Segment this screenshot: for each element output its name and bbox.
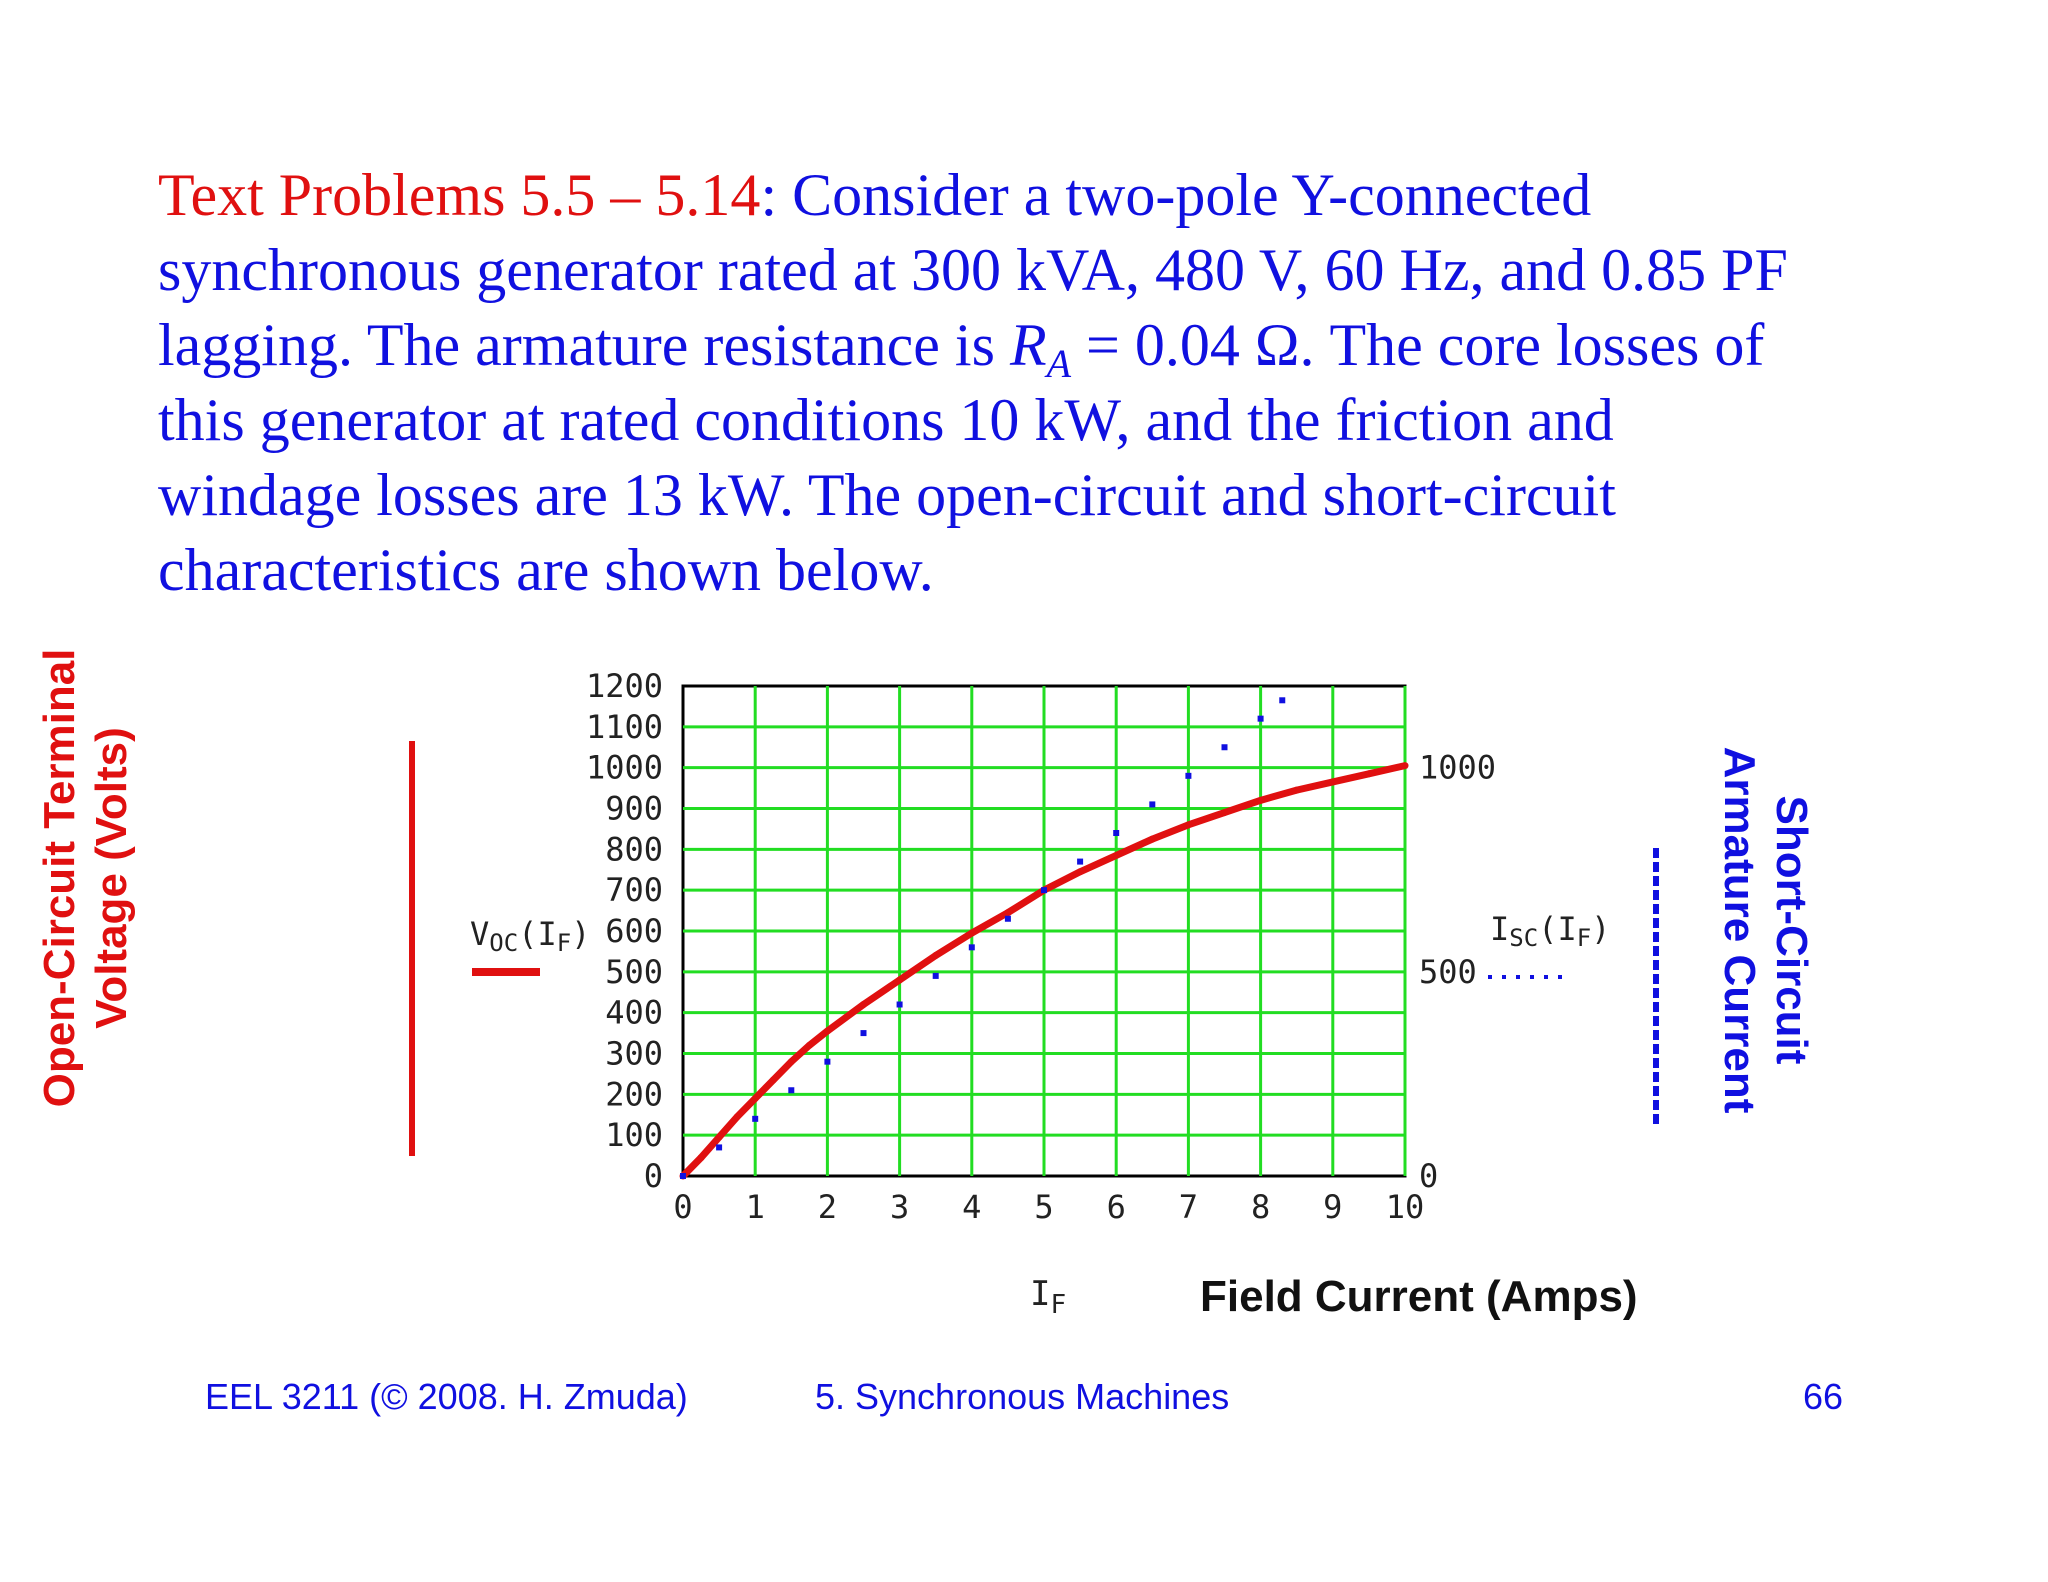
voc-point xyxy=(1293,787,1300,794)
x-tick-label: 2 xyxy=(817,1188,838,1226)
x-tick-label: 7 xyxy=(1178,1188,1199,1226)
resistance-symbol: R xyxy=(1009,312,1047,378)
y-tick-label: 1000 xyxy=(585,748,663,787)
x-tick-label: 8 xyxy=(1250,1188,1271,1226)
problem-line-5: windage losses are 13 kW. The open-circuit and short-circuit xyxy=(158,462,1616,528)
problem-line-4: this generator at rated conditions 10 kW, and the friction and xyxy=(158,387,1614,453)
x-axis-label-sub: F xyxy=(1050,1290,1067,1320)
x-tick-label: 5 xyxy=(1034,1188,1054,1226)
voc-point xyxy=(1365,770,1372,777)
x-tick-label: 3 xyxy=(889,1188,910,1226)
x-tick-labels xyxy=(673,1188,1424,1226)
voc-point xyxy=(1402,762,1409,769)
y-tick-label: 1200 xyxy=(585,667,663,705)
voc-point xyxy=(1257,797,1264,804)
voc-point xyxy=(716,1134,723,1141)
x-axis-label-i: I xyxy=(1030,1274,1051,1314)
y-tick-label: 500 xyxy=(605,952,663,991)
voc-point xyxy=(770,1077,777,1084)
y-tick-label: 600 xyxy=(605,912,663,950)
y-tick-labels xyxy=(586,667,663,1195)
voc-legend-label xyxy=(470,915,590,957)
x-tick-label: 6 xyxy=(1106,1188,1126,1226)
voc-point xyxy=(698,1154,705,1161)
isc-point xyxy=(1041,887,1047,893)
y-tick-label: 900 xyxy=(605,789,663,828)
isc-point xyxy=(716,1144,722,1150)
y-tick-label: 200 xyxy=(605,1075,663,1114)
left-axis-description-line-2: Voltage (Volts) xyxy=(87,727,136,1029)
voc-point xyxy=(1185,821,1192,828)
isc-point xyxy=(788,1087,794,1093)
voc-legend-v: V xyxy=(470,915,490,953)
isc-point xyxy=(680,1173,686,1179)
problem-line-6: characteristics are shown below. xyxy=(158,537,934,603)
voc-point xyxy=(1329,778,1336,785)
x-tick-label: 10 xyxy=(1385,1188,1425,1226)
voc-point xyxy=(806,1042,813,1049)
y2-tick-label: 0 xyxy=(1419,1157,1439,1195)
y-tick-label: 1100 xyxy=(585,707,663,746)
voc-point xyxy=(1004,909,1011,916)
x-tick-label: 4 xyxy=(962,1188,982,1226)
isc-point xyxy=(969,944,975,950)
problem-heading: Text Problems 5.5 – 5.14 xyxy=(158,162,761,228)
voc-point xyxy=(968,930,975,937)
isc-point xyxy=(861,1030,867,1036)
voc-point xyxy=(1221,809,1228,816)
voc-point xyxy=(860,1001,867,1008)
isc-legend-arg: (I xyxy=(1538,910,1577,948)
right-axis-description-line-1: Short-Circuit xyxy=(1767,795,1816,1065)
voc-point xyxy=(788,1058,795,1065)
isc-point xyxy=(1149,801,1155,807)
x-tick-label: 1 xyxy=(745,1188,765,1226)
y2-tick-label: 1000 xyxy=(1419,748,1497,787)
isc-point xyxy=(1113,830,1119,836)
isc-legend-arg-sub: F xyxy=(1576,924,1592,952)
voc-legend-arg: (I xyxy=(518,915,557,953)
voc-point xyxy=(1149,836,1156,843)
resistance-subscript: A xyxy=(1046,341,1072,386)
isc-point xyxy=(1185,773,1191,779)
isc-legend-sub: SC xyxy=(1509,924,1539,952)
voc-legend-sub: OC xyxy=(489,929,519,957)
voc-legend-close: ) xyxy=(571,915,591,953)
isc-legend-close: ) xyxy=(1591,910,1611,948)
x-axis-description: Field Current (Amps) xyxy=(1200,1272,1638,1321)
y2-tick-labels xyxy=(1419,749,1496,1195)
isc-point xyxy=(897,1002,903,1008)
isc-point xyxy=(752,1116,758,1122)
isc-point xyxy=(1077,859,1083,865)
voc-legend-arg-sub: F xyxy=(556,929,572,957)
y-tick-label: 100 xyxy=(605,1116,663,1155)
voc-point xyxy=(824,1028,831,1035)
voc-point xyxy=(932,952,939,959)
problem-line-3b: = 0.04 Ω. The core losses of xyxy=(1071,312,1765,378)
voc-point xyxy=(1077,868,1084,875)
y-tick-label: 300 xyxy=(605,1034,663,1073)
isc-point xyxy=(1222,744,1228,750)
problem-line-1-text: : Consider a two-pole Y-connected xyxy=(760,162,1592,228)
isc-point xyxy=(1258,716,1264,722)
x-tick-label: 9 xyxy=(1323,1188,1343,1226)
problem-line-2: synchronous generator rated at 300 kVA, 480 V, 60 Hz, and 0.85 PF xyxy=(158,237,1788,303)
x-tick-label: 0 xyxy=(673,1188,693,1226)
isc-point xyxy=(933,973,939,979)
left-axis-description-line-1: Open-Circuit Terminal xyxy=(35,648,84,1108)
footer-page-number: 66 xyxy=(1803,1376,1844,1417)
x-axis-label xyxy=(1030,1274,1066,1320)
y-tick-label: 800 xyxy=(605,830,663,869)
voc-point xyxy=(752,1095,759,1102)
footer-chapter: 5. Synchronous Machines xyxy=(815,1376,1230,1417)
y-tick-label: 400 xyxy=(605,993,663,1032)
voc-point xyxy=(896,977,903,984)
isc-legend-i: I xyxy=(1490,910,1510,948)
y-tick-label: 700 xyxy=(605,871,663,910)
y2-tick-label: 500 xyxy=(1419,952,1477,991)
isc-point xyxy=(824,1059,830,1065)
footer-course: EEL 3211 (© 2008. H. Zmuda) xyxy=(205,1376,688,1417)
isc-legend-label xyxy=(1490,910,1610,952)
voc-point xyxy=(734,1113,741,1120)
isc-point xyxy=(1279,697,1285,703)
problem-line-3a: lagging. The armature resistance is xyxy=(158,312,1010,378)
voc-point xyxy=(1113,852,1120,859)
y-tick-label: 0 xyxy=(643,1157,663,1195)
right-axis-description-line-2: Armature Current xyxy=(1715,746,1764,1114)
isc-point xyxy=(1005,916,1011,922)
